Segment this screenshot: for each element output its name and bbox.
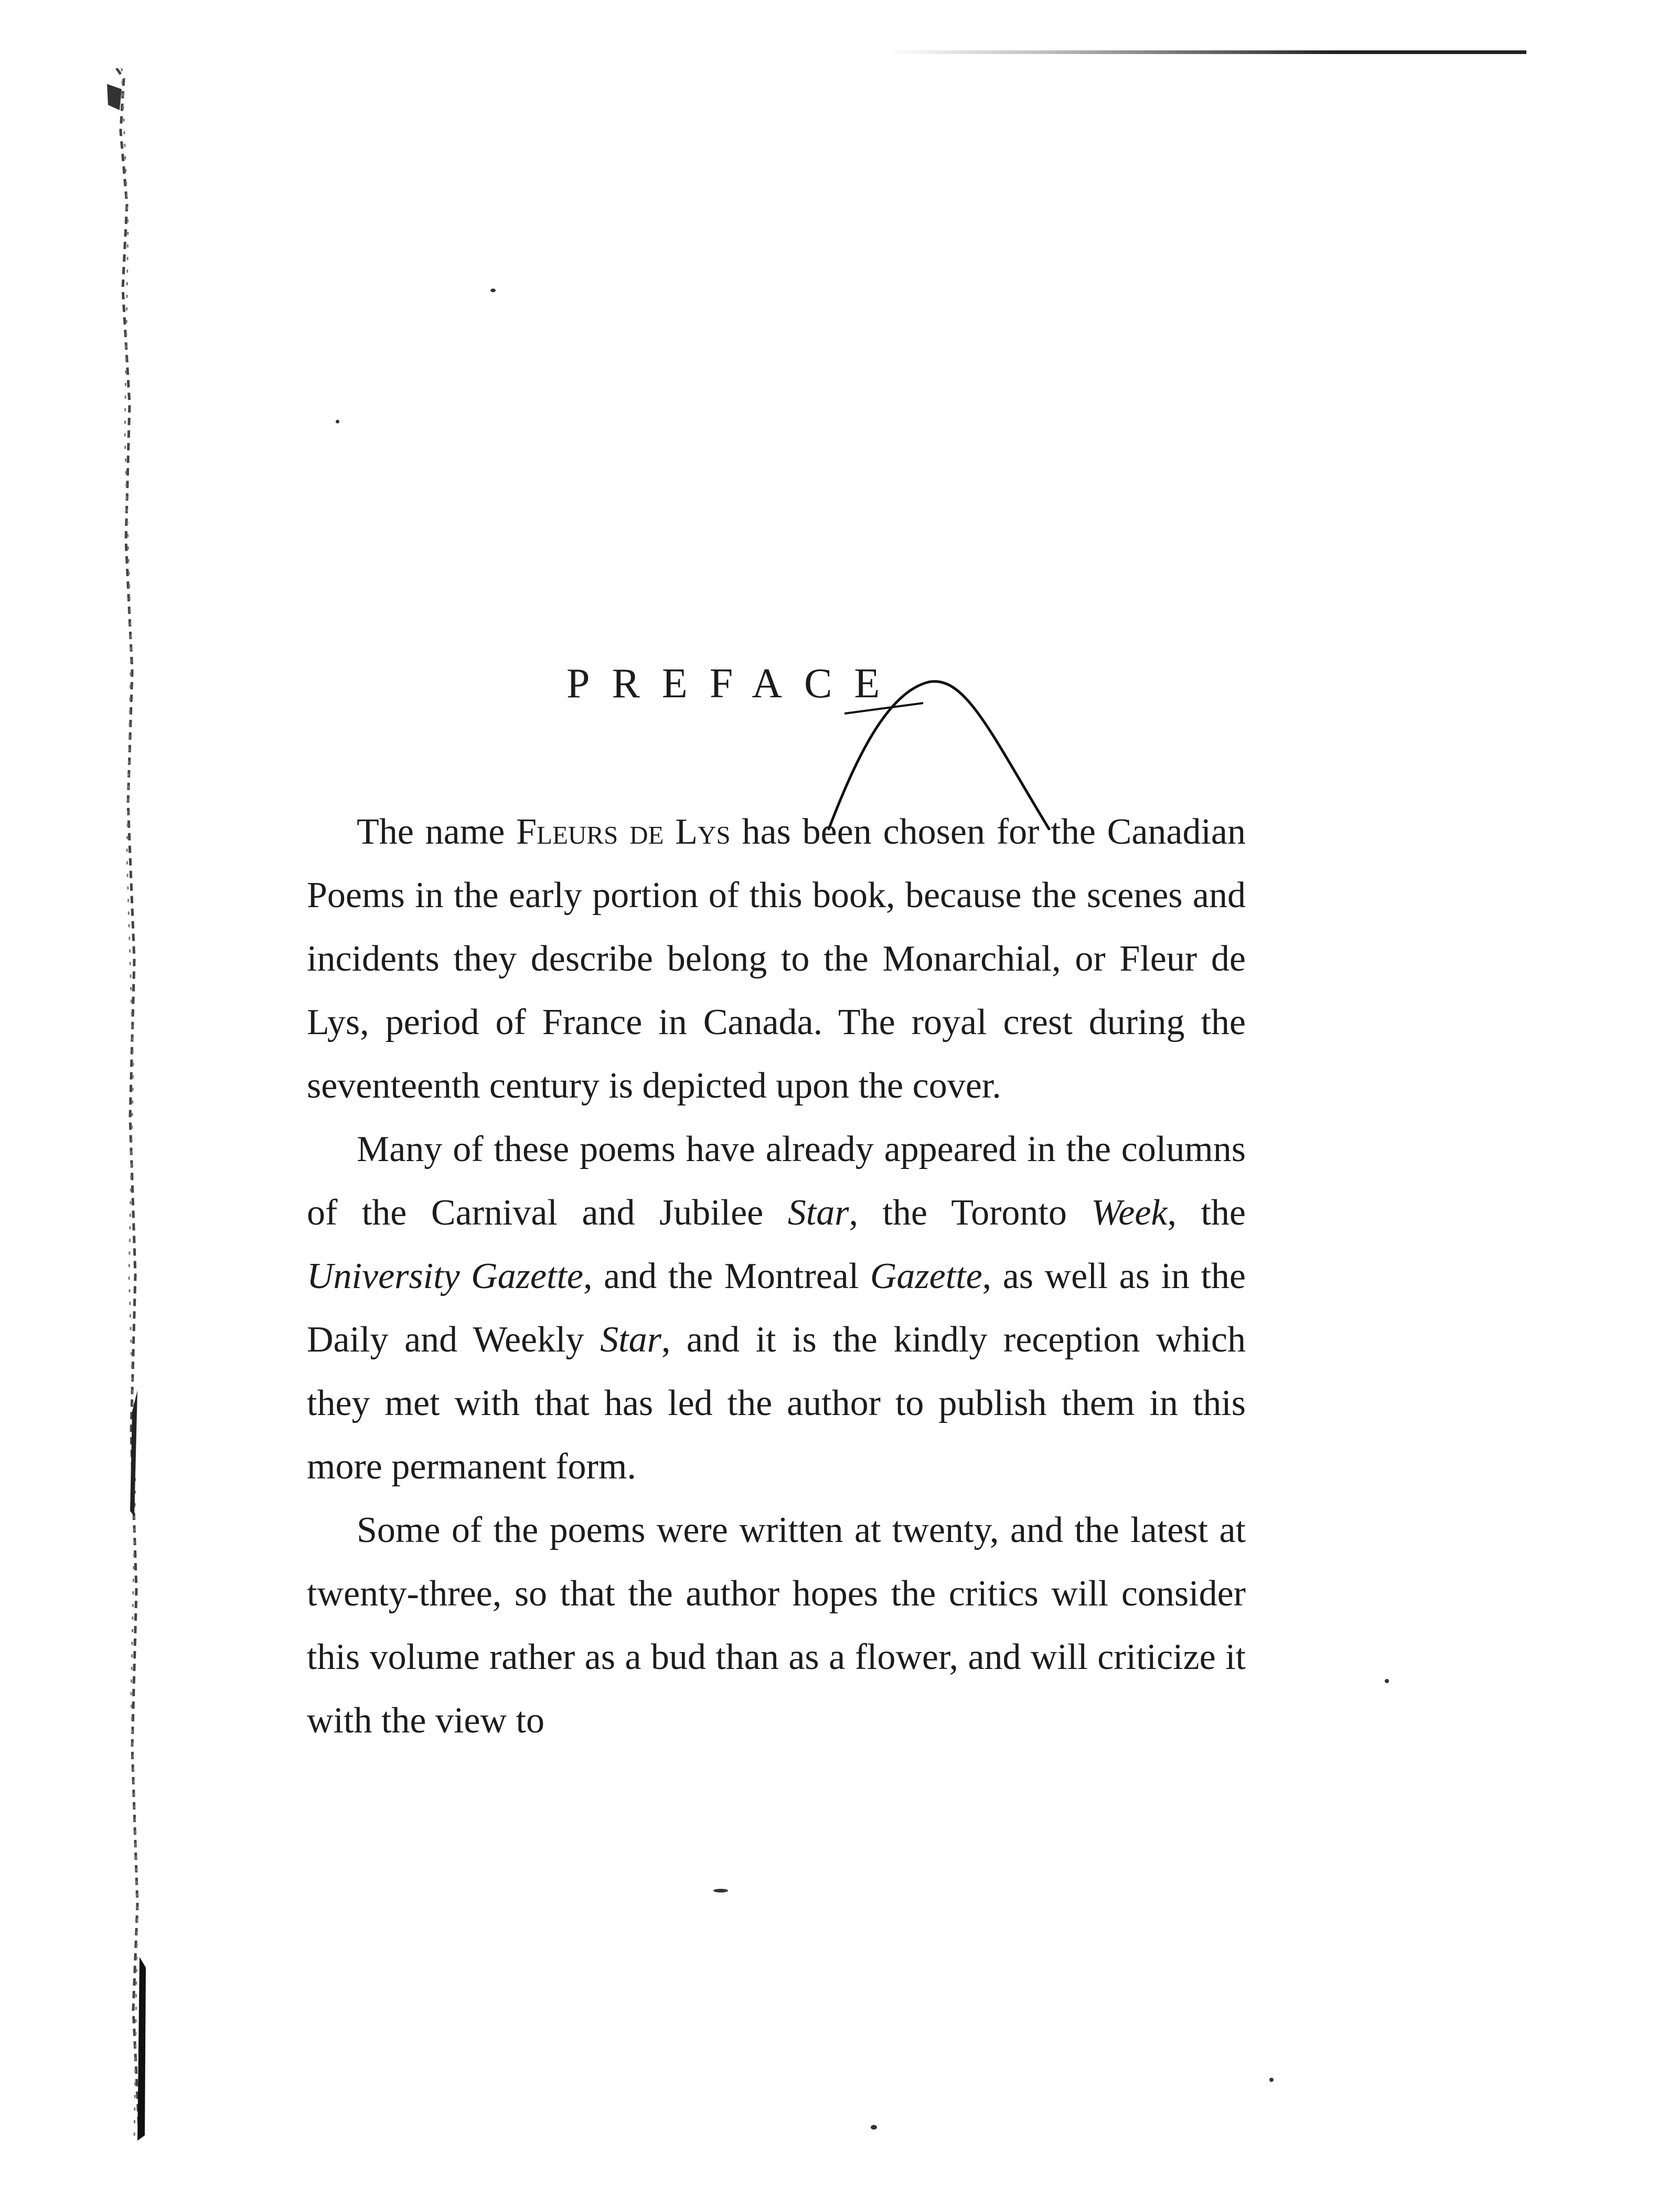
binding-edge [101, 68, 158, 2141]
text-run: University Gazette [307, 1256, 583, 1296]
text-run: Star [600, 1320, 661, 1360]
text-run: , and the Montreal [583, 1256, 870, 1296]
text-run: Star [787, 1193, 849, 1233]
paragraph [307, 1118, 1246, 1498]
paragraph [307, 800, 1246, 1118]
speck [871, 2125, 877, 2130]
text-run: The name [357, 812, 517, 852]
text-run: Some of the poems were written at twenty, and the latest at twenty-three, so that the author hopes the critics will consider this volume rather as a bud than as a flower, and will criticize it with the view to [307, 1510, 1246, 1741]
text-run: Gazette [870, 1256, 982, 1296]
top-rule [886, 50, 1526, 54]
preface-body [307, 800, 1246, 1752]
text-run: , the Toronto [849, 1193, 1092, 1233]
speck [1385, 1679, 1389, 1683]
paragraph [307, 1498, 1246, 1752]
text-run: Week [1091, 1193, 1168, 1233]
speck [336, 420, 339, 423]
speck [1269, 2078, 1274, 2082]
text-run: , the [1167, 1193, 1246, 1233]
text-run: Fleurs de Lys [516, 812, 731, 852]
page-title: PREFACE [566, 661, 902, 707]
text-run: has been chosen for the Canadian Poems in the early portion of this book, because the scenes and incidents they describe belong to the Monarchial, or Fleur de Lys, period of France in Canada. The royal crest during the seventeenth century is depicted upon the cover. [307, 812, 1246, 1106]
speck [713, 1889, 728, 1892]
text-run: , as well as in the Daily and Weekly [307, 1256, 1246, 1360]
text-run: , and it is the kindly reception which they met with that has led the author to publish them in this more permanent form. [307, 1320, 1246, 1487]
text-run: Many of these poems have already appeared in the columns of the Carnival and Jubilee [307, 1129, 1246, 1233]
speck [490, 289, 496, 292]
